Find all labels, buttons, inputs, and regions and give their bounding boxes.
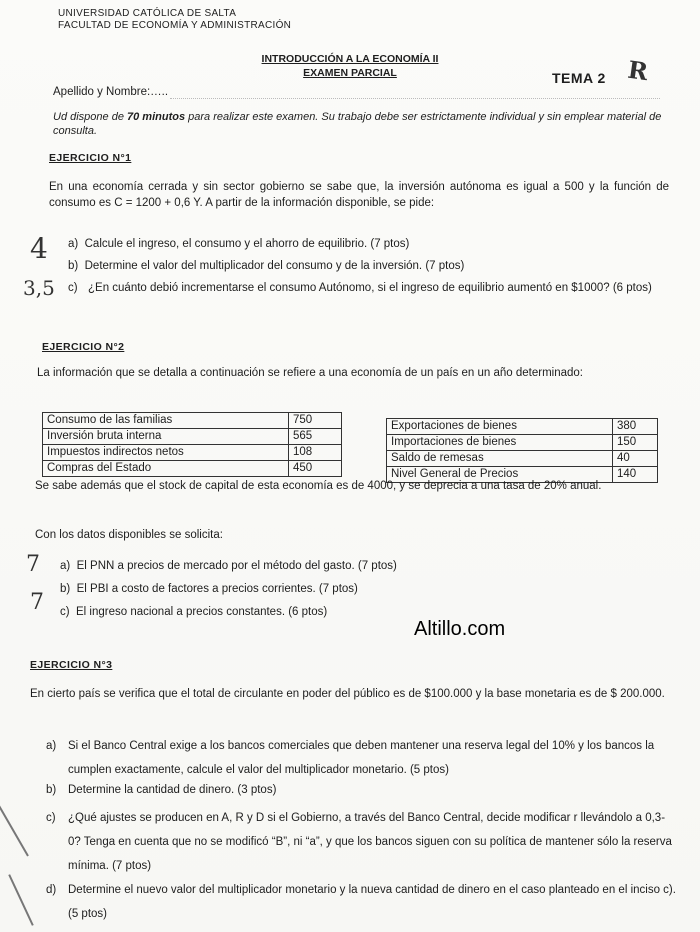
exercise-2-item-b: b) El PBI a costo de factores a precios corrientes. (7 ptos) xyxy=(60,583,358,595)
exercise-3-statement: En cierto país se verifica que el total de circulante en poder del público es de $100.000 y la base monetaria es de $ 200.000. xyxy=(30,688,665,700)
name-field: Apellido y Nombre:….. xyxy=(53,86,169,98)
exercise-3-item-b: b) Determine la cantidad de dinero. (3 ptos) xyxy=(46,784,277,796)
exercise-1-title: EJERCICIO N°1 xyxy=(49,152,132,164)
exercise-3-title: EJERCICIO N°3 xyxy=(30,659,113,671)
name-label: Apellido y Nombre: xyxy=(53,86,151,98)
exercise-2-request: Con los datos disponibles se solicita: xyxy=(35,529,223,541)
exercise-2-item-a: a) El PNN a precios de mercado por el método del gasto. (7 ptos) xyxy=(60,560,397,572)
instructions: Ud dispone de 70 minutos para realizar este examen. Su trabajo debe ser estrictamente individual y sin emplear material de consulta. xyxy=(53,111,662,137)
watermark: Altillo.com xyxy=(414,618,506,640)
handwritten-grade-1c: 3,5 xyxy=(23,276,55,300)
exam-duration: 70 minutos xyxy=(127,111,186,123)
table-row: Importaciones de bienes 150 xyxy=(387,435,658,451)
exercise-1-item-c: c) ¿En cuánto debió incrementarse el consumo Autónomo, si el ingreso de equilibrio aumentó en $1000? (6 ptos) xyxy=(68,282,652,294)
table-row: Consumo de las familias 750 xyxy=(43,413,342,429)
pen-stroke xyxy=(8,874,33,926)
exercise-3-item-c: c) ¿Qué ajustes se producen en A, R y D si el Gobierno, a través del Banco Central, decide modificar r llevándolo a 0,3-0? Tenga en cuenta que no se modificó “B”, ni “a”, y que los bancos siguen con su política de mantener sólo la reserva mínima. (7 ptos) xyxy=(46,812,672,872)
pen-stroke xyxy=(0,804,29,857)
table-row: Exportaciones de bienes 380 xyxy=(387,419,658,435)
table-row: Impuestos indirectos netos 108 xyxy=(43,445,342,461)
faculty-name: FACULTAD DE ECONOMÍA Y ADMINISTRACIÓN xyxy=(58,20,292,31)
exercise-1-statement: En una economía cerrada y sin sector gobierno se sabe que, la inversión autónoma es igual a 500 y la función de consumo es C = 1200 + 0,6 Y. A partir de la información disponible, se pide: xyxy=(49,181,669,209)
table-row: Nivel General de Precios 140 xyxy=(387,467,658,483)
table-row: Compras del Estado 450 xyxy=(43,461,342,477)
handwritten-grade-1a: 4 xyxy=(30,232,48,265)
table-row: Saldo de remesas 40 xyxy=(387,451,658,467)
exercise-2-statement: La información que se detalla a continuación se refiere a una economía de un país en un año determinado: xyxy=(37,367,583,379)
institution-header xyxy=(58,8,291,32)
exercise-2-note: Se sabe además que el stock de capital de esta economía es de 4000, y se deprecia a una tasa de 20% anual. xyxy=(35,480,602,492)
course-title: INTRODUCCIÓN A LA ECONOMÍA II xyxy=(261,53,439,65)
national-accounts-table-left xyxy=(42,412,342,477)
national-accounts-table-right xyxy=(386,418,658,483)
exam-title: EXAMEN PARCIAL xyxy=(303,67,397,79)
table-row: Inversión bruta interna 565 xyxy=(43,429,342,445)
name-line xyxy=(170,98,660,99)
handwritten-mark-2b: 7 xyxy=(30,590,44,615)
exercise-3-item-a: a) Si el Banco Central exige a los bancos comerciales que deben mantener una reserva legal del 10% y los bancos la cumplen exactamente, calcule el valor del multiplicador monetario. (5 ptos) xyxy=(46,740,655,776)
exercise-1-item-a: a) Calcule el ingreso, el consumo y el ahorro de equilibrio. (7 ptos) xyxy=(68,238,410,250)
university-name: UNIVERSIDAD CATÓLICA DE SALTA xyxy=(58,8,237,19)
exercise-3-item-d: d) Determine el nuevo valor del multiplicador monetario y la nueva cantidad de dinero en el caso planteado en el inciso c). (5 ptos) xyxy=(46,884,676,920)
exercise-2-title: EJERCICIO N°2 xyxy=(42,341,125,353)
exercise-1-item-b: b) Determine el valor del multiplicador del consumo y de la inversión. (7 ptos) xyxy=(68,260,465,272)
exercise-2-item-c: c) El ingreso nacional a precios constantes. (6 ptos) xyxy=(60,606,328,618)
handwritten-grade-mark: R xyxy=(626,54,650,87)
tema-label: TEMA 2 xyxy=(552,70,606,86)
handwritten-mark-2a: 7 xyxy=(26,552,40,577)
